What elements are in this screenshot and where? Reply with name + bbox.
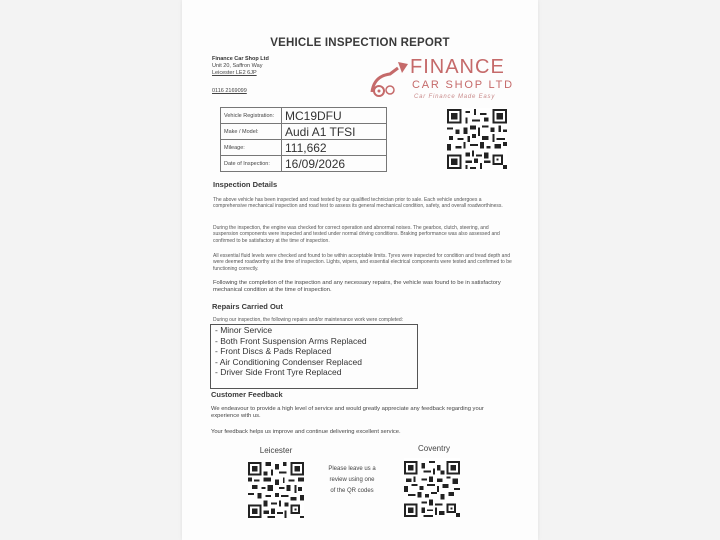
list-item: - Both Front Suspension Arms Replaced — [215, 335, 367, 346]
company-name: Finance Car Shop Ltd — [212, 56, 269, 62]
company-address — [212, 56, 269, 77]
inspection-date-label: Date of Inspection: — [221, 156, 282, 172]
company-phone: 0116 2169099 — [212, 88, 247, 94]
review-note-line2: review using one — [329, 477, 375, 483]
report-title: VEHICLE INSPECTION REPORT — [270, 37, 450, 49]
vehicle-registration-label: Vehicle Registration: — [221, 108, 282, 124]
inspection-paragraph-1: The above vehicle has been inspected and road tested by our qualified technician prior to sale. Each vehicle undergoes a comprehensive mechanical inspection and road test to assess its general mechanical condition, safety, and overall roadworthiness. — [213, 197, 503, 210]
table-row — [221, 140, 387, 156]
mileage-value: 111,662 — [282, 140, 387, 156]
inspection-date-value: 16/09/2026 — [282, 156, 387, 172]
logo-line2: CAR SHOP LTD — [412, 79, 514, 91]
inspection-report-page — [182, 0, 538, 540]
leicester-review-qr-icon[interactable] — [248, 460, 304, 520]
repairs-list — [210, 324, 418, 389]
list-item: - Air Conditioning Condenser Replaced — [215, 356, 362, 367]
table-row — [221, 108, 387, 124]
coventry-label: Coventry — [417, 444, 450, 453]
make-model-value: Audi A1 TFSI — [282, 124, 387, 140]
coventry-review-qr-icon[interactable] — [404, 458, 460, 520]
list-item: - Driver Side Front Tyre Replaced — [215, 367, 342, 377]
feedback-paragraph-1: We endeavour to provide a high level of service and would greatly appreciate any feedback regarding your experience with us. — [211, 406, 484, 420]
mileage-label: Mileage: — [221, 140, 282, 156]
review-note-line3: of the QR codes — [330, 488, 374, 494]
inspection-paragraph-2: During the inspection, the engine was checked for correct operation and abnormal noises. The gearbox, clutch, steering, and suspension components were inspected and tested under normal driving conditions. Braking performance was also assessed and confirmed to be satisfactory at the time of inspection. — [213, 225, 500, 244]
feedback-paragraph-2: Your feedback helps us improve and continue delivering excellent service. — [211, 429, 401, 435]
table-row — [221, 156, 387, 172]
repairs-intro: During our inspection, the following repairs and/or maintenance work were completed: — [213, 317, 404, 323]
qr-code-icon — [447, 108, 507, 170]
leicester-label: Leicester — [259, 446, 293, 455]
company-address-line2: Leicester LE2 6JP — [212, 70, 257, 76]
review-note-line1: Please leave us a — [328, 466, 376, 472]
list-item: - Front Discs & Pads Replaced — [215, 346, 332, 356]
company-address-line1: Unit 20, Saffron Way — [212, 63, 263, 69]
logo-line1: FINANCE — [410, 56, 505, 78]
repairs-heading: Repairs Carried Out — [212, 302, 283, 311]
review-note — [317, 464, 387, 497]
customer-feedback-heading: Customer Feedback — [211, 390, 283, 399]
vehicle-registration-value: MC19DFU — [282, 108, 387, 124]
logo-tagline: Car Finance Made Easy — [414, 94, 496, 100]
list-item: - Minor Service — [215, 325, 273, 335]
make-model-label: Make / Model: — [221, 124, 282, 140]
car-logo-icon — [368, 58, 414, 102]
inspection-details-heading: Inspection Details — [213, 180, 278, 189]
vehicle-details-table — [220, 107, 387, 172]
inspection-paragraph-3: All essential fluid levels were checked and found to be within acceptable limits. Tyres were inspected for condition and tread depth and were deemed roadworthy at the time of inspection. Lights, wipers, and essential electrical components were tested and confirmed to be functioning correctly. — [213, 253, 512, 272]
table-row — [221, 124, 387, 140]
inspection-paragraph-4: Following the completion of the inspection and any necessary repairs, the vehicle was found to be in satisfactory mechanical condition at the time of inspection. — [213, 280, 501, 294]
